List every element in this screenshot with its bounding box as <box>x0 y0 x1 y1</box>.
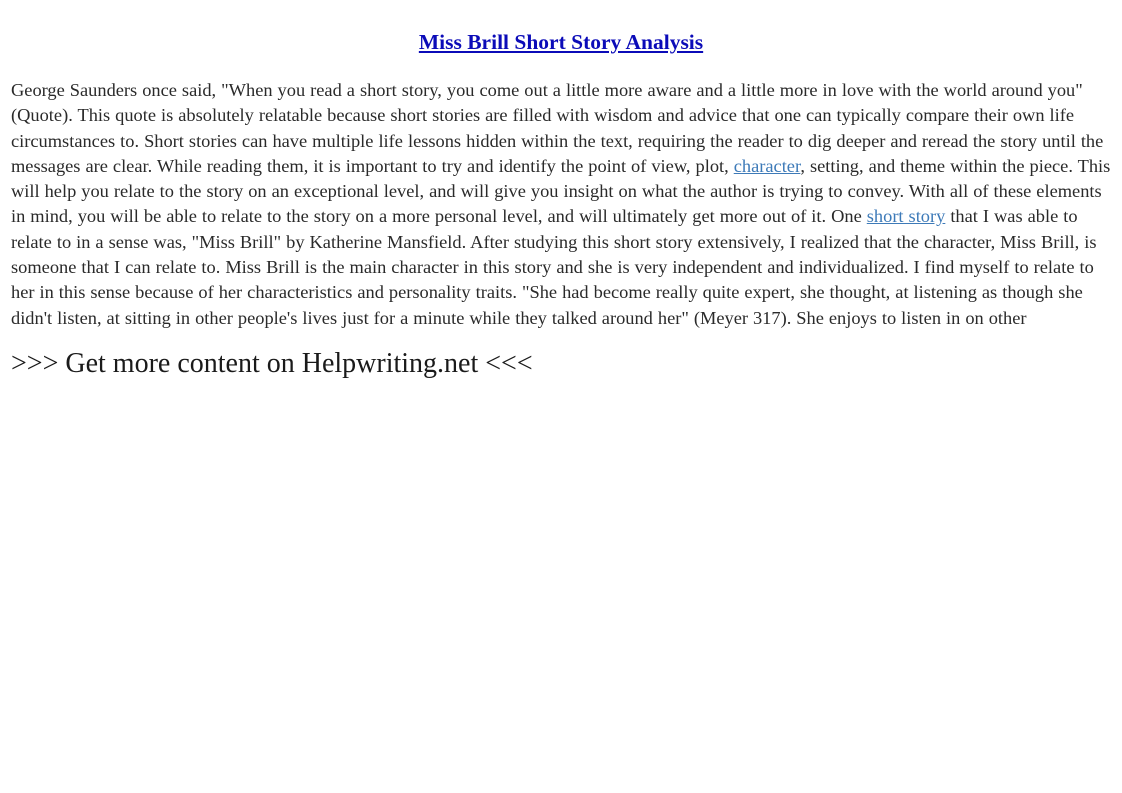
title-container <box>11 0 1111 54</box>
paragraph-text-part-3: that I was able to relate to in a sense was, "Miss Brill" by Katherine Mansfield. After studying this short story extensively, I realized that the character, Miss Brill, is someone that I can relate to. Miss Brill is the main character in this story and she is very independent and individualized. I find myself to relate to her in this sense because of her characteristics and personality traits. "She had become really quite expert, she thought, at listening as though she didn't listen, at sitting in other people's lives just for a minute while they talked around her" (Meyer 317). She enjoys to listen in on other <box>11 206 1097 328</box>
character-link[interactable]: character <box>733 155 801 176</box>
short-story-link[interactable]: short story <box>866 206 946 227</box>
paragraph-text-part-2: , setting, and theme within the piece. This will help you relate to the story on an exceptional level, and will give you insight on what the author is trying to convey. With all of these elements in mind, you will be able to relate to the story on a more personal level, and will ultimately get more out of it. One <box>11 155 1111 227</box>
page-title-link[interactable]: Miss Brill Short Story Analysis <box>418 30 704 54</box>
get-more-content-text: >>> Get more content on Helpwriting.net <<< <box>11 347 533 379</box>
paragraph-text-part-1: George Saunders once said, "When you read a short story, you come out a little more aware and a little more in love with the world around you" (Quote). This quote is absolutely relatable because short stories are filled with wisdom and advice that one can typically compare their own life circumstances to. Short stories can have multiple life lessons hidden within the text, requiring the reader to dig deeper and reread the story until the messages are clear. While reading them, it is important to try and identify the point of view, plot, <box>11 80 1104 176</box>
essay-paragraph <box>11 78 1111 331</box>
